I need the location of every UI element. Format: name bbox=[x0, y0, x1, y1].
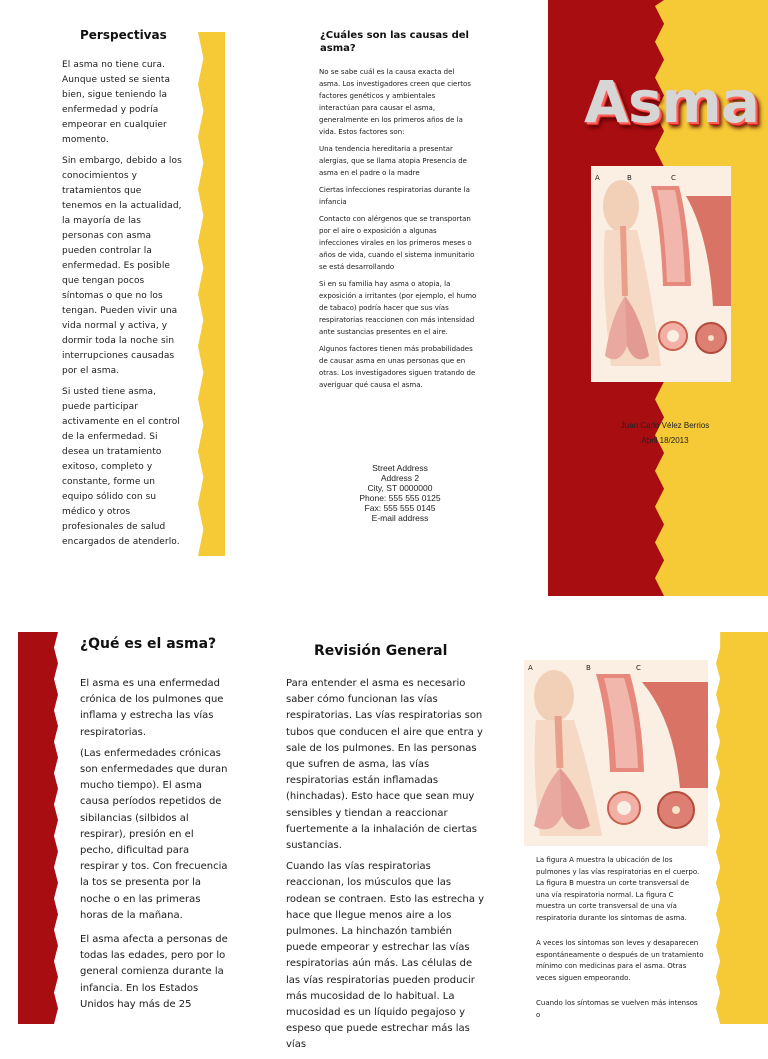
decorative-red-stripe bbox=[18, 632, 58, 1024]
address-line: City, ST 0000000 bbox=[367, 483, 433, 493]
label-b: B bbox=[586, 664, 591, 672]
paragraph: Algunos factores tienen más probabilidades de causar asma en unas personas que en otras. Los investigadores siguen tratando de averiguar qué causa el asma. bbox=[319, 345, 476, 389]
paragraph: No se sabe cuál es la causa exacta del asma. Los investigadores creen que ciertos factores genéticos y ambientales interactúan para causar el asma, generalmente en los primeros años de la vida. Estos factores son: bbox=[319, 68, 471, 136]
address-block bbox=[340, 463, 460, 523]
fax-line: Fax: 555 555 0145 bbox=[364, 503, 436, 513]
paragraph: (Las enfermedades crónicas son enfermedades que duran mucho tiempo). El asma causa períodos repetidos de sibilancias (silbidos al respirar), presión en el pecho, dificultad para respirar y tos. Con frecuencia la tos se presenta por la noche o en las primeras horas de la mañana. bbox=[80, 747, 228, 921]
figure-caption-text bbox=[536, 855, 704, 1026]
author-block bbox=[590, 418, 740, 448]
paragraph: Si usted tiene asma, puede participar activamente en el control de la enfermedad. Si desea un tratamiento exitoso, completo y constante, forme un equipo sólido con su médico y otros profesionales de salud encargados de atenderlo. bbox=[62, 387, 180, 547]
sheet-separator bbox=[0, 596, 768, 632]
section-title-revision-general: Revisión General bbox=[314, 643, 448, 659]
paragraph: El asma es una enfermedad crónica de los pulmones que inflama y estrecha las vías respiratorias. bbox=[80, 678, 224, 738]
paragraph: El asma no tiene cura. Aunque usted se sienta bien, sigue teniendo la enfermedad y podría empeorar en cualquier momento. bbox=[62, 60, 171, 145]
section-title-causas: ¿Cuáles son las causas del asma? bbox=[320, 30, 469, 54]
paragraph: Para entender el asma es necesario saber cómo funcionan las vías respiratorias. Las vías respiratorias son tubos que conducen el aire que entra y sale de los pulmones. En las personas que sufren de asma, las vías respiratorias están inflamadas (hinchadas). Esto hace que sean muy sensibles y tiendan a reaccionar fuertemente a la inhalación de ciertas sustancias. bbox=[286, 678, 483, 852]
label-c: C bbox=[636, 664, 641, 672]
phone-line: Phone: 555 555 0125 bbox=[359, 493, 441, 503]
respiratory-illustration-inner bbox=[524, 660, 708, 846]
paragraph: A veces los síntomas son leves y desaparecen espontáneamente o después de un tratamiento mínimo con medicinas para el asma. Otras veces siguen empeorando. bbox=[536, 939, 704, 982]
label-a: A bbox=[595, 174, 600, 182]
paragraph: El asma afecta a personas de todas las edades, pero por lo general comienza durante la infancia. En los Estados Unidos hay más de 25 bbox=[80, 934, 228, 1010]
author-name: Juan Carlo Vélez Berrios bbox=[620, 421, 710, 430]
label-b: B bbox=[627, 174, 632, 182]
decorative-yellow-stripe-right bbox=[716, 632, 768, 1024]
paragraph: La figura A muestra la ubicación de los pulmones y las vías respiratorias en el cuerpo. La figura B muestra un corte transversal de una vía respiratoria normal. La figura C muestra un corte transversal de una vía respiratoria durante los síntomas de asma. bbox=[536, 856, 700, 922]
address-line: Address 2 bbox=[380, 473, 420, 483]
paragraph: Si en su familia hay asma o atopia, la exposición a irritantes (por ejemplo, el humo de tabaco) podría hacer que sus vías respiratorias reaccionen con más intensidad ante sustancias presentes en el aire. bbox=[319, 280, 477, 336]
cover-title: Asma bbox=[584, 68, 759, 136]
paragraph: Contacto con alérgenos que se transportan por el aire o exposición a algunas infecciones virales en los primeros meses o años de vida, cuando el sistema inmunitario se está desarrollando bbox=[319, 215, 475, 271]
airway-diagram-icon bbox=[591, 166, 731, 382]
paragraph: Sin embargo, debido a los conocimientos y tratamientos que tenemos en la actualidad, la mayoría de las personas con asma pueden controlar la enfermedad. Es posible que tengan pocos síntomas o que no los tengan. Pueden vivir una vida normal y activa, y dormir toda la noche sin interrupciones causadas por el asma. bbox=[62, 156, 182, 376]
respiratory-illustration-cover bbox=[591, 166, 731, 382]
email-line: E-mail address bbox=[371, 513, 429, 523]
label-c: C bbox=[671, 174, 676, 182]
decorative-yellow-stripe bbox=[198, 32, 225, 556]
section-title-que-es-asma: ¿Qué es el asma? bbox=[80, 636, 217, 652]
paragraph: Cuando los síntomas se vuelven más intensos o bbox=[536, 999, 698, 1019]
section-title-perspectivas: Perspectivas bbox=[80, 28, 167, 42]
publish-date: Abril 18/2013 bbox=[641, 436, 689, 445]
address-line: Street Address bbox=[372, 463, 428, 473]
perspectivas-text bbox=[62, 58, 184, 556]
airway-diagram-icon bbox=[524, 660, 708, 846]
causas-text bbox=[319, 66, 477, 396]
que-es-asma-text bbox=[80, 676, 230, 1018]
revision-general-text bbox=[286, 676, 486, 1059]
paragraph: Cuando las vías respiratorias reaccionan, los músculos que las rodean se contraen. Esto las estrecha y hace que llegue menos aire a los pulmones. La hinchazón también puede empeorar y estrechar las vías respiratorias aún más. Las células de las vías respiratorias pueden producir más mucosidad de lo habitual. La mucosidad es un líquido pegajoso y espeso que puede estrechar más las vías bbox=[286, 861, 485, 1051]
label-a: A bbox=[528, 664, 533, 672]
paragraph: Una tendencia hereditaria a presentar alergias, que se llama atopia Presencia de asma en el padre o la madre bbox=[319, 145, 467, 177]
paragraph: Ciertas infecciones respiratorias durante la infancia bbox=[319, 186, 470, 206]
